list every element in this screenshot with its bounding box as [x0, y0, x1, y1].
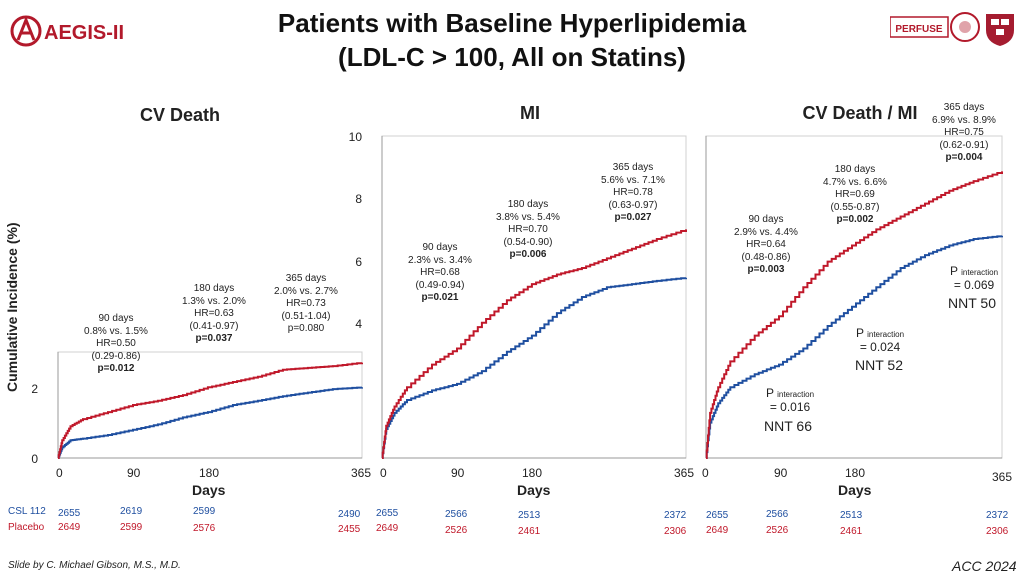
- annotation-line: 365 days: [612, 162, 654, 173]
- interaction-sub: interaction: [777, 390, 815, 399]
- annotation-cvdeath-90: [80, 313, 152, 376]
- annotation-line: 180 days: [834, 164, 876, 175]
- interaction-pvalue-1: [760, 386, 820, 414]
- annotation-line: 180 days: [193, 283, 235, 294]
- annotation-cvdeath-365: [268, 273, 344, 336]
- annotation-line: HR=0.73: [286, 298, 326, 309]
- risk-csl-mi-0: 2655: [376, 508, 399, 519]
- annotation-line: 2.3% vs. 3.4%: [408, 254, 472, 266]
- risk-plc-combo-365: 2306: [986, 526, 1009, 537]
- annotation-line: 365 days: [285, 273, 327, 284]
- risk-csl-combo-180: 2513: [840, 510, 863, 521]
- panel-title-cv-death: CV Death: [139, 105, 220, 125]
- annotation-line: (0.48-0.86): [741, 251, 791, 263]
- risk-csl-cvdeath-90: 2619: [120, 506, 143, 517]
- y-tick-mi-4: 4: [355, 317, 362, 331]
- page-title-line1: Patients with Baseline Hyperlipidemia: [277, 8, 747, 38]
- interaction-value: = 0.016: [769, 400, 811, 414]
- x-tick-combo-0: 0: [702, 466, 709, 480]
- logo-text: AEGIS-II: [44, 22, 125, 44]
- interaction-p: P: [855, 326, 864, 340]
- annotation-mi-180: [488, 199, 568, 262]
- risk-csl-combo-90: 2566: [766, 509, 789, 520]
- nnt-2: NNT 52: [855, 357, 903, 373]
- risk-plc-cvdeath-365: 2455: [338, 524, 361, 535]
- x-tick-combo-180: 180: [845, 466, 866, 480]
- y-tick-mi-6: 6: [355, 255, 362, 269]
- annotation-line: HR=0.70: [508, 224, 548, 235]
- risk-csl-mi-180: 2513: [518, 510, 541, 521]
- interaction-pvalue-3: [944, 264, 1004, 292]
- annotation-mi-90: [400, 242, 480, 305]
- x-tick-cvdeath-0: 0: [56, 466, 63, 480]
- risk-plc-mi-90: 2526: [445, 525, 468, 536]
- annotation-pvalue: p=0.004: [945, 152, 983, 163]
- annotation-mi-365: [593, 162, 673, 225]
- annotation-line: (0.41-0.97): [189, 320, 239, 332]
- annotation-pvalue: p=0.021: [421, 292, 459, 303]
- annotation-pvalue: p=0.003: [747, 264, 785, 275]
- annotation-combo-90: [726, 214, 806, 277]
- risk-plc-combo-180: 2461: [840, 526, 863, 537]
- annotation-line: 6.9% vs. 8.9%: [932, 114, 996, 126]
- x-tick-cvdeath-365: 365: [351, 466, 372, 480]
- x-tick-mi-365: 365: [674, 466, 695, 480]
- interaction-p: P: [949, 264, 958, 278]
- risk-csl-combo-365: 2372: [986, 510, 1009, 521]
- risk-plc-combo-90: 2526: [766, 525, 789, 536]
- risk-label-placebo: Placebo: [8, 522, 45, 533]
- annotation-line: HR=0.63: [194, 308, 234, 319]
- annotation-line: (0.63-0.97): [608, 199, 658, 211]
- y-tick-cvdeath-0: 0: [31, 452, 38, 466]
- annotation-line: 0.8% vs. 1.5%: [84, 325, 148, 337]
- risk-plc-mi-180: 2461: [518, 526, 541, 537]
- annotation-line: (0.29-0.86): [91, 350, 141, 362]
- risk-plc-cvdeath-180: 2576: [193, 523, 216, 534]
- interaction-pvalue-2: [850, 326, 910, 354]
- annotation-pvalue: p=0.002: [836, 214, 874, 225]
- slide-credit: Slide by C. Michael Gibson, M.S., M.D.: [8, 560, 181, 571]
- risk-plc-mi-0: 2649: [376, 523, 399, 534]
- annotation-line: (0.51-1.04): [281, 310, 331, 322]
- risk-plc-mi-365: 2306: [664, 526, 687, 537]
- interaction-sub: interaction: [867, 330, 905, 339]
- annotation-line: (0.49-0.94): [415, 279, 465, 291]
- annotation-line: (0.54-0.90): [503, 236, 553, 248]
- annotation-line: HR=0.50: [96, 338, 136, 349]
- annotation-pvalue: p=0.012: [97, 363, 135, 374]
- nnt-3: NNT 50: [948, 295, 996, 311]
- annotation-line: HR=0.75: [944, 127, 984, 138]
- annotation-line: (0.55-0.87): [830, 201, 880, 213]
- risk-plc-cvdeath-90: 2599: [120, 522, 143, 533]
- y-axis-label: Cumulative Incidence (%): [4, 222, 20, 392]
- annotation-cvdeath-180: [176, 283, 252, 346]
- x-tick-combo-90: 90: [774, 466, 788, 480]
- annotation-line: HR=0.64: [746, 239, 786, 250]
- interaction-p: P: [765, 386, 774, 400]
- x-tick-cvdeath-90: 90: [127, 466, 141, 480]
- annotation-line: 365 days: [943, 102, 985, 113]
- x-tick-mi-90: 90: [451, 466, 465, 480]
- conference-label: ACC 2024: [952, 558, 1017, 574]
- series-line-cvdeath-csl112: [58, 387, 362, 458]
- x-tick-combo-365: 365: [992, 470, 1013, 484]
- x-axis-label-cvdeath: Days: [192, 482, 226, 498]
- annotation-line: 1.3% vs. 2.0%: [182, 295, 246, 307]
- annotation-pvalue: p=0.080: [287, 323, 325, 334]
- annotation-line: (0.62-0.91): [939, 139, 989, 151]
- risk-csl-mi-90: 2566: [445, 509, 468, 520]
- annotation-line: 2.9% vs. 4.4%: [734, 226, 798, 238]
- interaction-sub: interaction: [961, 268, 999, 277]
- annotation-line: HR=0.78: [613, 187, 653, 198]
- risk-csl-mi-365: 2372: [664, 510, 687, 521]
- annotation-line: 2.0% vs. 2.7%: [274, 285, 338, 297]
- annotation-line: 3.8% vs. 5.4%: [496, 211, 560, 223]
- risk-label-csl: CSL 112: [8, 506, 46, 517]
- x-tick-cvdeath-180: 180: [199, 466, 220, 480]
- annotation-combo-180: [815, 164, 895, 227]
- risk-plc-cvdeath-0: 2649: [58, 522, 81, 533]
- annotation-combo-365: [924, 102, 1004, 165]
- panel-title-cv-death-mi: CV Death / MI: [802, 103, 918, 123]
- y-tick-mi-10: 10: [348, 130, 362, 144]
- panel-title-mi: MI: [520, 103, 540, 123]
- annotation-line: 90 days: [748, 214, 784, 225]
- x-tick-mi-180: 180: [522, 466, 543, 480]
- annotation-line: 90 days: [422, 242, 458, 253]
- annotation-line: 5.6% vs. 7.1%: [601, 174, 665, 186]
- risk-csl-cvdeath-0: 2655: [58, 508, 81, 519]
- series-line-cvdeath-placebo: [58, 363, 362, 458]
- nnt-1: NNT 66: [764, 418, 812, 434]
- annotation-line: 180 days: [507, 199, 549, 210]
- page-title-line2: (LDL-C > 100, All on Statins): [338, 42, 686, 72]
- y-tick-mi-8: 8: [355, 192, 362, 206]
- annotation-pvalue: p=0.006: [509, 249, 547, 260]
- risk-csl-cvdeath-180: 2599: [193, 506, 216, 517]
- annotation-line: 4.7% vs. 6.6%: [823, 176, 887, 188]
- annotation-line: 90 days: [98, 313, 134, 324]
- y-tick-cvdeath-2: 2: [31, 382, 38, 396]
- x-axis-label-mi: Days: [517, 482, 551, 498]
- annotation-pvalue: p=0.027: [614, 212, 652, 223]
- annotation-line: HR=0.68: [420, 267, 460, 278]
- x-tick-mi-0: 0: [380, 466, 387, 480]
- risk-plc-combo-0: 2649: [706, 525, 729, 536]
- interaction-value: = 0.024: [859, 340, 901, 354]
- annotation-pvalue: p=0.037: [195, 333, 233, 344]
- x-axis-label-combo: Days: [838, 482, 872, 498]
- risk-csl-combo-0: 2655: [706, 510, 729, 521]
- annotation-line: HR=0.69: [835, 189, 875, 200]
- risk-csl-cvdeath-365: 2490: [338, 509, 361, 520]
- interaction-value: = 0.069: [953, 278, 995, 292]
- perfuse-logo-text: PERFUSE: [895, 24, 943, 35]
